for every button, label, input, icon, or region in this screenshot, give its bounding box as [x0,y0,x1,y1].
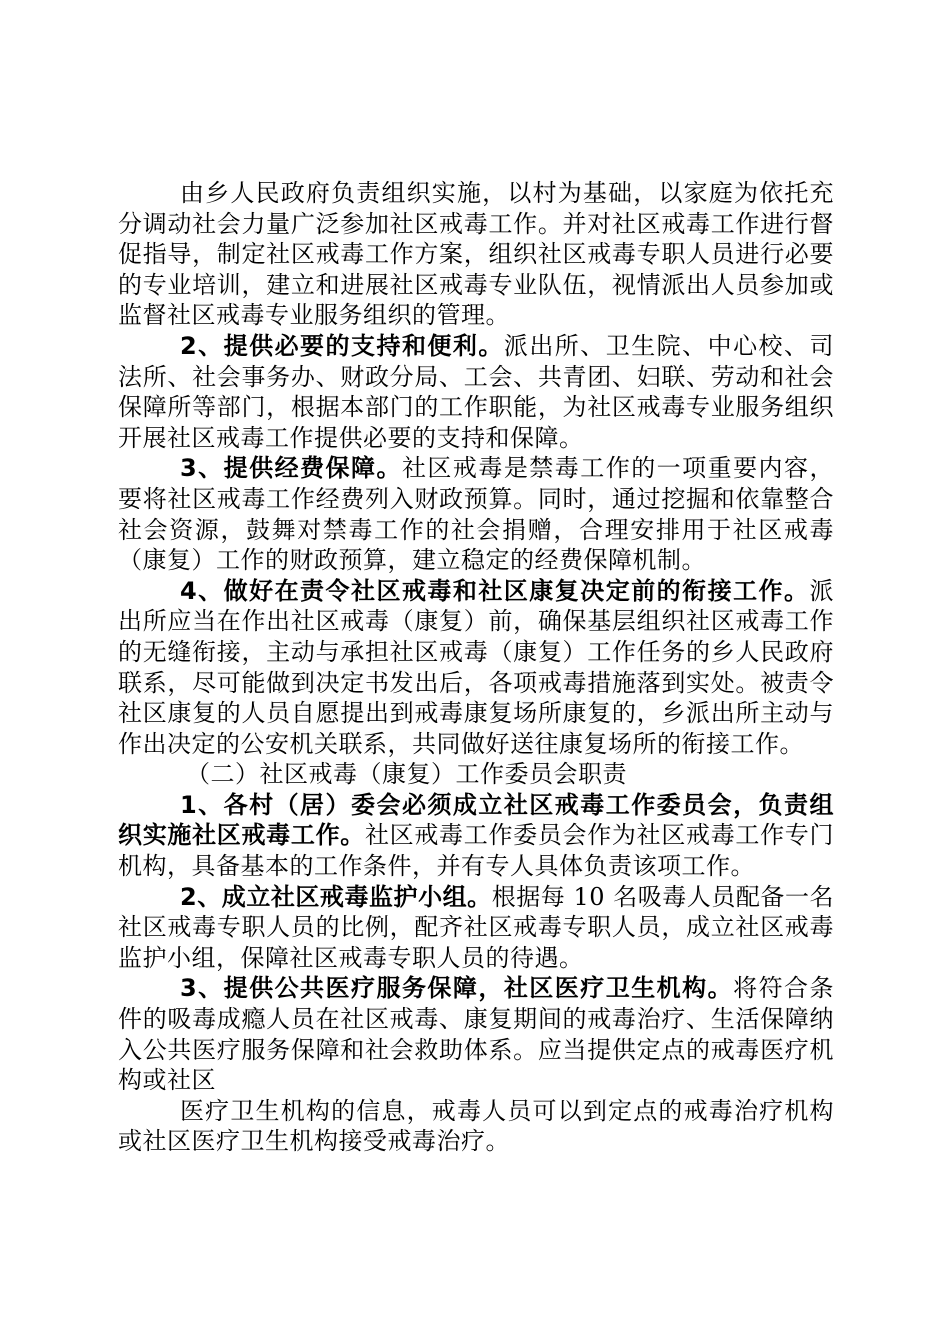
paragraph-3-text: 社区戒毒是禁毒工作的一项重要内容，要将社区戒毒工作经费列入财政预算。同时，通过挖掘和依靠整合社会资源，鼓舞对禁毒工作的社会捐赠，合理安排用于社区戒毒（康复）工作的财政预算，建立稳定的经费保障机制。 [118,454,835,575]
paragraph-1-text: 由乡人民政府负责组织实施，以村为基础，以家庭为依托充分调动社会力量广泛参加社区戒毒工作。并对社区戒毒工作进行督促指导，制定社区戒毒工作方案，组织社区戒毒专职人员进行必要的专业培训，建立和进展社区戒毒专业队伍，视情派出人员参加或监督社区戒毒专业服务组织的管理。 [118,179,834,330]
paragraph-4-text: 派出所应当在作出社区戒毒（康复）前，确保基层组织社区戒毒工作的无缝衔接，主动与承担社区戒毒（康复）工作任务的乡人民政府联系，尽可能做到决定书发出后，各项戒毒措施落到实处。被责令社区康复的人员自愿提出到戒毒康复场所康复的，乡派出所主动与作出决定的公安机关联系，共同做好送往康复场所的衔接工作。 [118,576,834,758]
paragraph-7 [118,882,834,974]
paragraph-2-lead: 2、提供必要的支持和便利。 [180,331,504,360]
paragraph-6 [118,790,834,882]
paragraph-4-lead: 4、做好在责令社区戒毒和社区康复决定前的衔接工作。 [180,576,810,605]
paragraph-1 [118,178,834,331]
paragraph-8-lead: 3、提供公共医疗服务保障，社区医疗卫生机构。 [180,974,734,1003]
paragraph-6-text: 社区戒毒工作委员会作为社区戒毒工作专门机构，具备基本的工作条件，并有专人具体负责该项工作。 [118,821,835,881]
paragraph-8-text: 将符合条件的吸毒成瘾人员在社区戒毒、康复期间的戒毒治疗、生活保障纳入公共医疗服务保障和社会救助体系。应当提供定点的戒毒医疗机构或社区 [118,974,835,1095]
paragraph-9-text: 医疗卫生机构的信息，戒毒人员可以到定点的戒毒治疗机构或社区医疗卫生机构接受戒毒治疗。 [118,1096,834,1156]
paragraph-2-text: 派出所、卫生院、中心校、司法所、社会事务办、财政分局、工会、共青团、妇联、劳动和社会保障所等部门，根据本部门的工作职能，为社区戒毒专业服务组织开展社区戒毒工作提供必要的支持和保障。 [118,331,835,452]
paragraph-3-lead: 3、提供经费保障。 [180,454,402,483]
paragraph-3 [118,453,834,575]
paragraph-7-text: 根据每 10 名吸毒人员配备一名社区戒毒专职人员的比例，配齐社区戒毒专职人员，成立社区戒毒监护小组，保障社区戒毒专职人员的待遇。 [118,882,834,972]
section-heading-text: （二）社区戒毒（康复）工作委员会职责 [186,760,627,789]
paragraph-2 [118,331,834,453]
document-body [118,178,834,1157]
paragraph-7-lead: 2、成立社区戒毒监护小组。 [180,882,492,911]
paragraph-9 [118,1096,834,1157]
paragraph-6-lead: 1、各村（居）委会必须成立社区戒毒工作委员会，负责组织实施社区戒毒工作。 [118,790,834,850]
paragraph-4 [118,576,834,760]
paragraph-8 [118,973,834,1095]
section-heading [118,759,834,790]
